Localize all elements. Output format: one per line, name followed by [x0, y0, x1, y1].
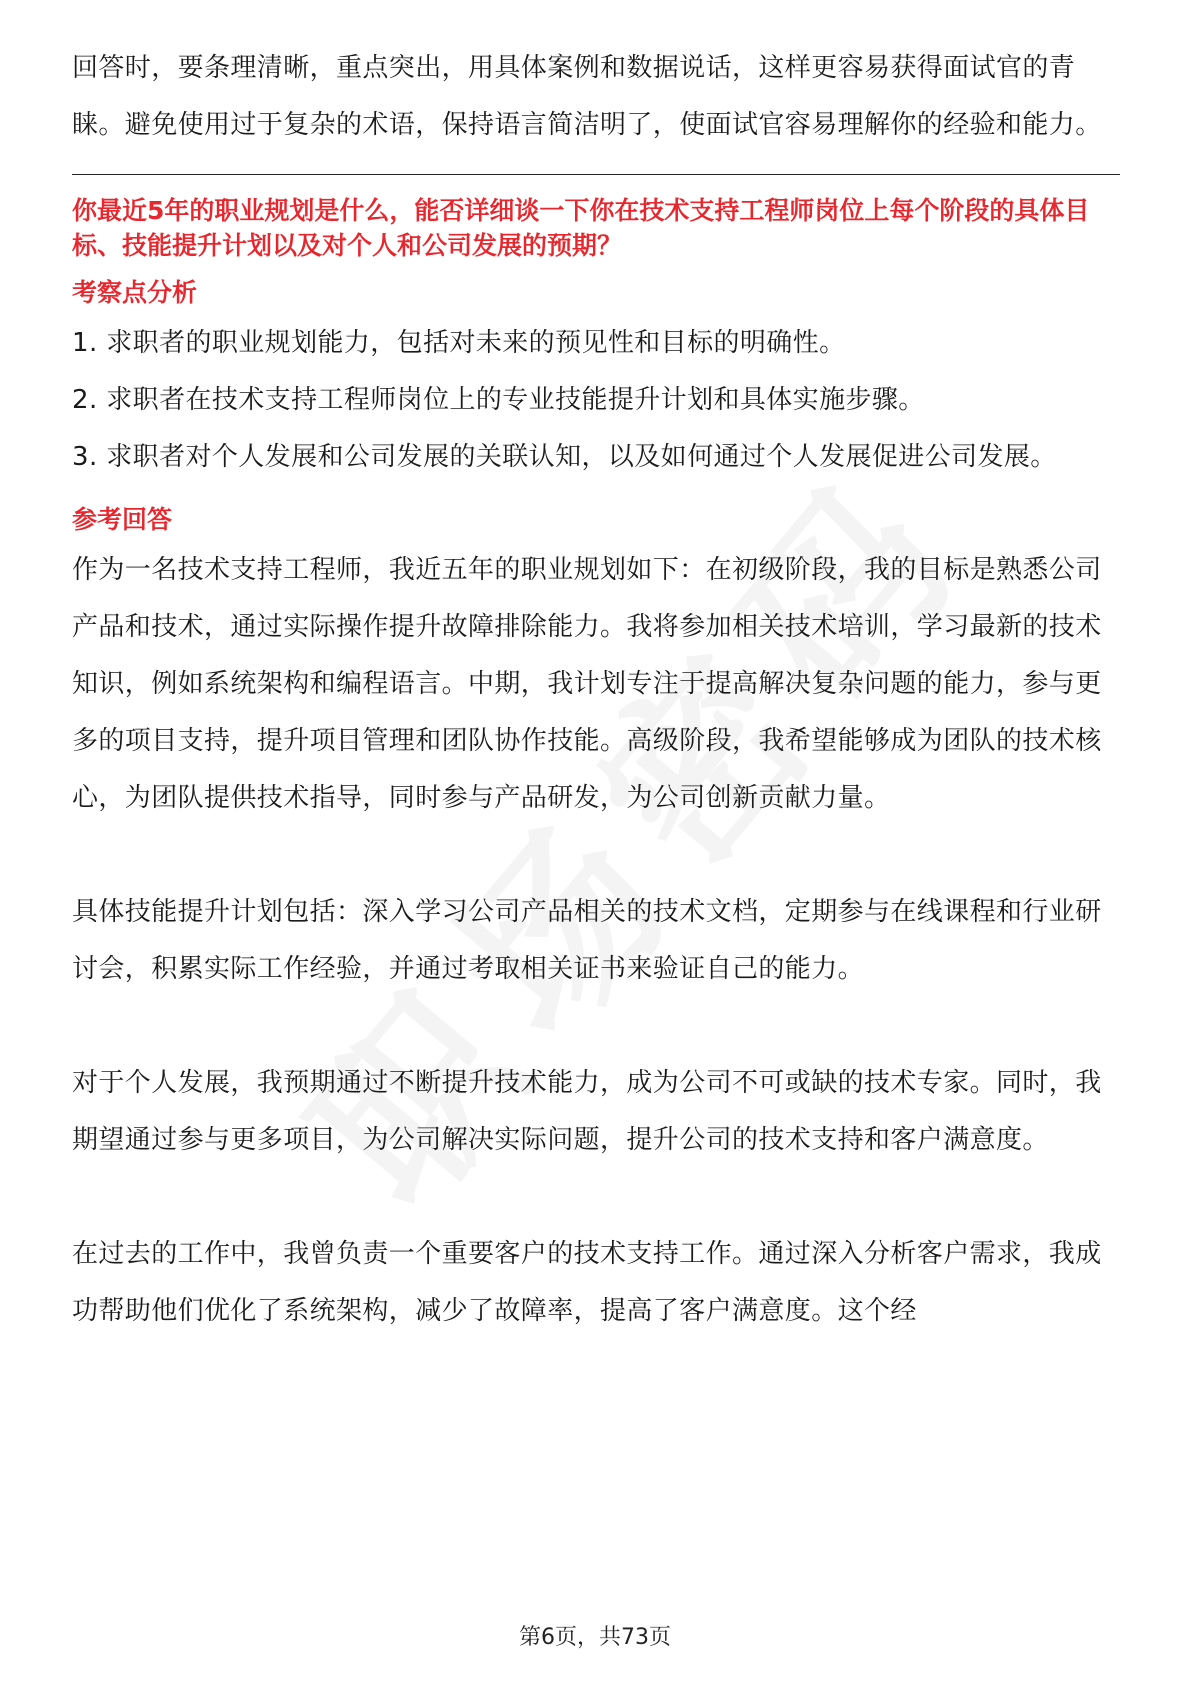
- analysis-item-2: 2. 求职者在技术支持工程师岗位上的专业技能提升计划和具体实施步骤。: [72, 385, 925, 415]
- question-heading: 你最近5年的职业规划是什么，能否详细谈一下你在技术支持工程师岗位上每个阶段的具体目标、技能提升计划以及对个人和公司发展的预期？: [72, 196, 1090, 260]
- page-footer: 第6页，共73页: [519, 1625, 671, 1650]
- answer-paragraph-1: 作为一名技术支持工程师，我近五年的职业规划如下：在初级阶段，我的目标是熟悉公司产品和技术，通过实际操作提升故障排除能力。我将参加相关技术培训，学习最新的技术知识，例如系统架构和编程语言。中期，我计划专注于提高解决复杂问题的能力，参与更多的项目支持，提升项目管理和团队协作技能。高级阶段，我希望能够成为团队的技术核心，为团队提供技术指导，同时参与产品研发，为公司创新贡献力量。: [72, 555, 1102, 813]
- answer-title: 参考回答: [72, 505, 173, 534]
- intro-paragraph: 回答时，要条理清晰，重点突出，用具体案例和数据说话，这样更容易获得面试官的青睐。避免使用过于复杂的术语，保持语言简洁明了，使面试官容易理解你的经验和能力。: [72, 53, 1102, 140]
- answer-paragraph-3: 对于个人发展，我预期通过不断提升技术能力，成为公司不可或缺的技术专家。同时，我期望通过参与更多项目，为公司解决实际问题，提升公司的技术支持和客户满意度。: [72, 1068, 1102, 1155]
- document-page: [72, 40, 1120, 1340]
- section-divider: [72, 174, 1120, 175]
- analysis-item-3: 3. 求职者对个人发展和公司发展的关联认知，以及如何通过个人发展促进公司发展。: [72, 442, 1057, 472]
- answer-paragraph-2: 具体技能提升计划包括：深入学习公司产品相关的技术文档，定期参与在线课程和行业研讨会，积累实际工作经验，并通过考取相关证书来验证自己的能力。: [72, 897, 1102, 984]
- analysis-list: [72, 315, 1120, 486]
- analysis-item-1: 1. 求职者的职业规划能力，包括对未来的预见性和目标的明确性。: [72, 328, 846, 358]
- answer-paragraph-4: 在过去的工作中，我曾负责一个重要客户的技术支持工作。通过深入分析客户需求，我成功帮助他们优化了系统架构，减少了故障率，提高了客户满意度。这个经: [72, 1239, 1102, 1326]
- analysis-title: 考察点分析: [72, 278, 198, 307]
